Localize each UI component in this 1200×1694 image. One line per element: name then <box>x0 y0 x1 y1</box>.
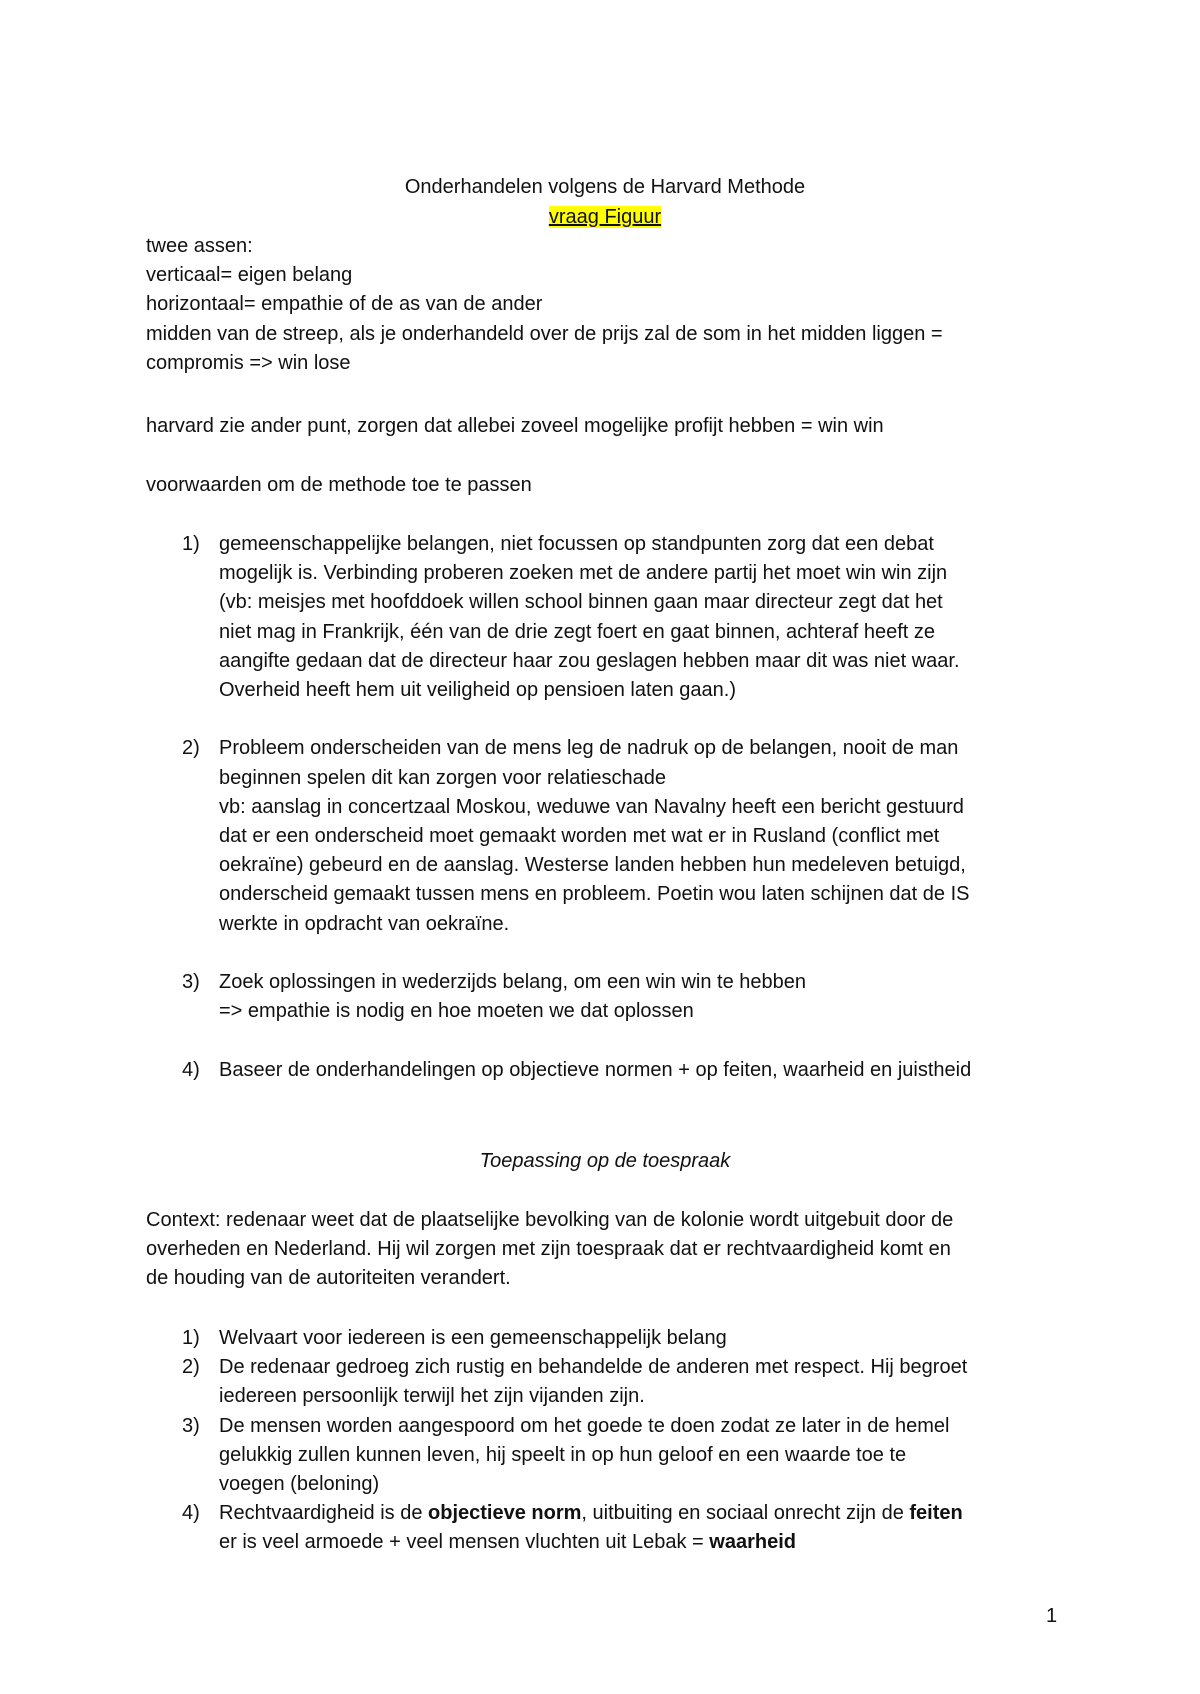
intro-line: verticaal= eigen belang <box>146 264 353 287</box>
list-line: De mensen worden aangespoord om het goede te doen zodat ze later in de hemel <box>219 1414 950 1437</box>
list-line: werkte in opdracht van oekraïne. <box>219 912 510 935</box>
application-item <box>146 1412 1066 1500</box>
text-run: er is veel armoede + veel mensen vluchten uit Lebak = <box>219 1531 710 1554</box>
list-line: mogelijk is. Verbinding proberen zoeken met de andere partij het moet win win zijn <box>219 562 948 585</box>
list-line: onderscheid gemaakt tussen mens en probleem. Poetin wou laten schijnen dat de IS <box>219 883 970 906</box>
intro-line: compromis => win lose <box>146 351 351 374</box>
list-number: 3) <box>182 1414 200 1437</box>
application-item <box>146 1499 1066 1557</box>
list-line <box>219 1499 1066 1528</box>
list-line: Overheid heeft hem uit veiligheid op pensioen laten gaan.) <box>219 679 737 702</box>
context-line: overheden en Nederland. Hij wil zorgen met zijn toespraak dat er rechtvaardigheid komt en <box>146 1238 951 1261</box>
context-line: Context: redenaar weet dat de plaatselijke bevolking van de kolonie wordt uitgebuit door de <box>146 1209 954 1231</box>
conditions-list <box>146 530 1066 1085</box>
list-line: niet mag in Frankrijk, één van de drie zegt foert en gaat binnen, achteraf heeft ze <box>219 620 935 643</box>
list-line: Zoek oplossingen in wederzijds belang, om een win win te hebben <box>219 971 807 994</box>
bold-term: objectieve norm <box>428 1502 582 1525</box>
list-number: 2) <box>182 1356 200 1379</box>
list-line: dat er een onderscheid moet gemaakt worden met wat er in Rusland (conflict met <box>219 825 940 848</box>
list-line: De redenaar gedroeg zich rustig en behandelde de anderen met respect. Hij begroet <box>219 1356 968 1379</box>
list-number: 4) <box>182 1502 200 1525</box>
condition-item <box>146 1056 1066 1085</box>
application-item <box>146 1324 1066 1353</box>
context-line: de houding van de autoriteiten verandert. <box>146 1267 511 1290</box>
bold-term: feiten <box>909 1502 963 1525</box>
document-subtitle <box>0 203 1200 232</box>
list-line: gemeenschappelijke belangen, niet focussen op standpunten zorg dat een debat <box>219 533 934 555</box>
conditions-heading: voorwaarden om de methode toe te passen <box>146 474 532 496</box>
spacer <box>146 705 1066 734</box>
list-number: 3) <box>182 971 200 994</box>
list-line: Probleem onderscheiden van de mens leg de nadruk op de belangen, nooit de man <box>219 737 959 760</box>
condition-item <box>146 530 1066 705</box>
intro-line: horizontaal= empathie of de as van de ander <box>146 293 543 316</box>
bold-term: waarheid <box>709 1531 796 1554</box>
text-run: , uitbuiting en sociaal onrecht zijn de <box>581 1502 910 1525</box>
intro-paragraph <box>146 232 1066 378</box>
text-run: Rechtvaardigheid is de <box>219 1502 429 1525</box>
harvard-line: harvard zie ander punt, zorgen dat allebei zoveel mogelijke profijt hebben = win win <box>146 415 884 437</box>
list-line: aangifte gedaan dat de directeur haar zou geslagen hebben maar dit was niet waar. <box>219 649 960 672</box>
document-title: Onderhandelen volgens de Harvard Methode <box>404 176 806 198</box>
list-line <box>219 1528 1066 1557</box>
applications-list <box>146 1324 1066 1558</box>
list-line: gelukkig zullen kunnen leven, hij speelt in op hun geloof en een waarde toe te <box>219 1443 907 1466</box>
list-line: beginnen spelen dit kan zorgen voor relatieschade <box>219 766 666 789</box>
condition-item <box>146 968 1066 1026</box>
intro-line: midden van de streep, als je onderhandeld over de prijs zal de som in het midden liggen = <box>146 322 943 345</box>
list-line: (vb: meisjes met hoofddoek willen school binnen gaan maar directeur zegt dat het <box>219 591 943 614</box>
page-number: 1 <box>1046 1605 1058 1627</box>
context-paragraph <box>146 1206 1066 1294</box>
spacer <box>146 1026 1066 1055</box>
list-line: oekraïne) gebeurd en de aanslag. Westerse landen hebben hun medeleven betuigd, <box>219 854 966 877</box>
list-line: iedereen persoonlijk terwijl het zijn vijanden zijn. <box>219 1385 645 1408</box>
list-line: => empathie is nodig en hoe moeten we dat oplossen <box>219 1000 694 1023</box>
list-number: 2) <box>182 737 200 760</box>
highlighted-subtitle: vraag Figuur <box>548 206 662 228</box>
list-number: 1) <box>182 533 200 555</box>
condition-item <box>146 734 1066 938</box>
list-line: voegen (beloning) <box>219 1473 380 1496</box>
list-line: Baseer de onderhandelingen op objectieve normen + op feiten, waarheid en juistheid <box>219 1058 972 1081</box>
list-number: 1) <box>182 1327 200 1349</box>
list-number: 4) <box>182 1058 200 1081</box>
spacer <box>146 939 1066 968</box>
list-line: Welvaart voor iedereen is een gemeenschappelijk belang <box>219 1327 727 1349</box>
application-item <box>146 1353 1066 1411</box>
list-line: vb: aanslag in concertzaal Moskou, weduwe van Navalny heeft een bericht gestuurd <box>219 795 964 818</box>
intro-line: twee assen: <box>146 235 253 257</box>
section-title: Toepassing op de toespraak <box>479 1150 731 1172</box>
